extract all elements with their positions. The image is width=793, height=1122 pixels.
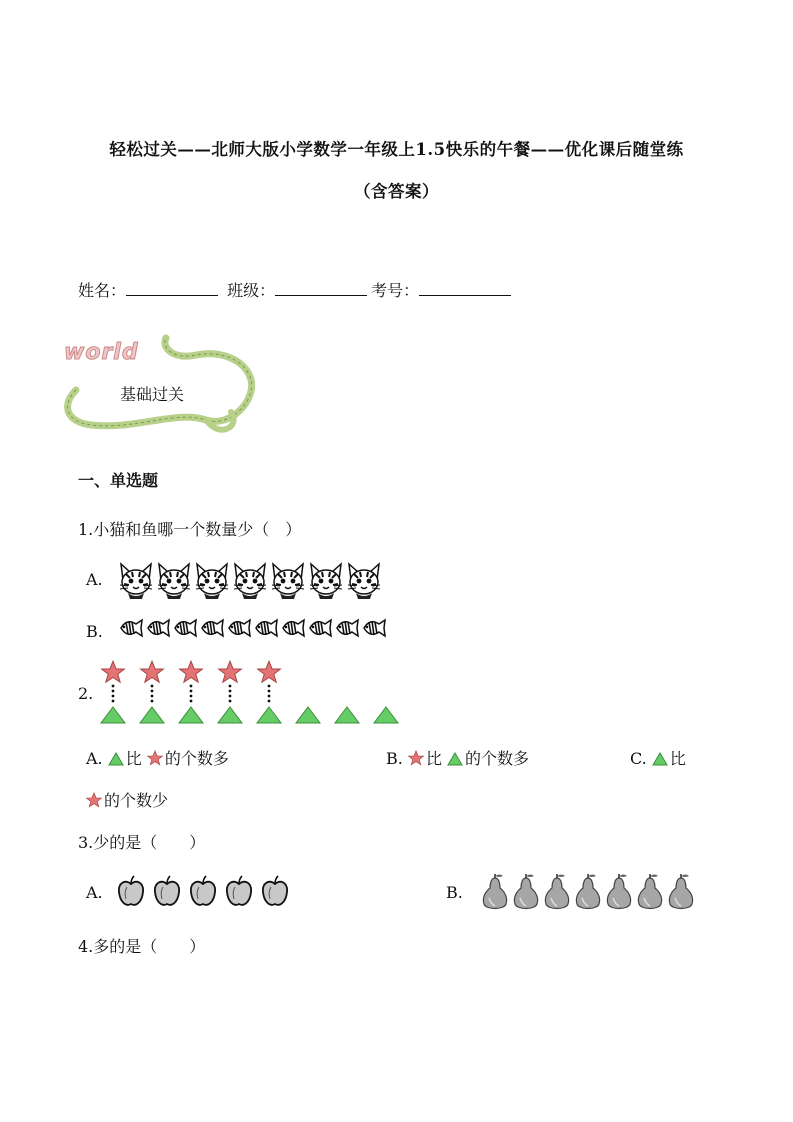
class-blank[interactable] [275, 281, 367, 296]
name-blank[interactable] [126, 281, 218, 296]
dotted-connector [178, 684, 204, 704]
q3-option-b-label[interactable]: B. [446, 883, 463, 902]
cat-icon [308, 560, 344, 600]
triangle-icon [139, 706, 165, 724]
q2-option-b-text-2: 的个数多 [465, 749, 530, 768]
star-icon [147, 750, 163, 770]
triangle-icon [334, 706, 360, 724]
cat-icon [346, 560, 382, 600]
q2-option-b-label: B. [386, 749, 403, 768]
pear-icon [635, 872, 665, 912]
triangle-icon [178, 706, 204, 724]
star-icon [86, 792, 102, 812]
q2-option-a-text-1: 比 [125, 749, 142, 768]
triangle-icon [217, 706, 243, 724]
apple-icon [260, 875, 290, 909]
triangle-icon [652, 751, 668, 770]
pear-icon [604, 872, 634, 912]
triangle-icon [373, 706, 399, 724]
q2-option-a-text-2: 的个数多 [164, 749, 229, 768]
triangle-icon [108, 751, 124, 770]
q1-option-b-label[interactable]: B. [86, 622, 103, 641]
document-title-line2: （含答案） [354, 182, 439, 201]
fish-icon [361, 616, 387, 640]
q2-option-c-continued [86, 788, 168, 812]
dotted-connector [100, 684, 126, 704]
apple-icon [188, 875, 218, 909]
q1-fish-row [118, 616, 388, 640]
triangle-icon [100, 706, 126, 724]
fish-icon [118, 616, 144, 640]
triangle-icon [447, 751, 463, 770]
fish-icon [280, 616, 306, 640]
fish-icon [226, 616, 252, 640]
triangle-icon [256, 706, 282, 724]
q2-option-b-text-1: 比 [425, 749, 442, 768]
cat-icon [194, 560, 230, 600]
cat-icon [156, 560, 192, 600]
section-banner [56, 330, 266, 440]
world-logo-text: world [64, 340, 139, 365]
q2-option-b[interactable] [386, 746, 529, 770]
cat-icon [270, 560, 306, 600]
section-heading: 一、单选题 [78, 471, 159, 490]
q2-option-c-text-1: 比 [669, 749, 686, 768]
star-icon [408, 750, 424, 770]
document-title-line1: 轻松过关——北师大版小学数学一年级上1.5快乐的午餐——优化课后随堂练 [109, 140, 684, 159]
class-label: 班级： [227, 281, 276, 300]
fish-icon [307, 616, 333, 640]
pear-icon [511, 872, 541, 912]
cat-icon [118, 560, 154, 600]
q2-option-c[interactable] [630, 746, 686, 770]
question-4-stem: 4.多的是（ ） [78, 937, 206, 956]
q2-option-c-label: C. [630, 749, 647, 768]
fish-icon [145, 616, 171, 640]
q2-option-c-text-2: 的个数少 [104, 791, 169, 810]
apple-icon [152, 875, 182, 909]
question-3-stem: 3.少的是（ ） [78, 833, 206, 852]
exam-no-label: 考号： [371, 281, 420, 300]
star-icon [100, 660, 126, 684]
pear-icon [542, 872, 572, 912]
triangle-icon [295, 706, 321, 724]
dotted-connector [217, 684, 243, 704]
apple-icon [224, 875, 254, 909]
name-label: 姓名： [78, 281, 127, 300]
q1-cat-row [118, 560, 384, 600]
question-2-number: 2. [78, 684, 94, 703]
pear-icon [480, 872, 510, 912]
cat-icon [232, 560, 268, 600]
q2-connector-row [100, 684, 295, 704]
dotted-connector [139, 684, 165, 704]
exam-no-blank[interactable] [419, 281, 511, 296]
fish-icon [199, 616, 225, 640]
q2-option-a-label: A. [86, 749, 103, 768]
banner-label: 基础过关 [120, 385, 185, 404]
q2-option-a[interactable] [86, 746, 229, 770]
q1-option-a-label[interactable]: A. [86, 570, 103, 589]
fish-icon [172, 616, 198, 640]
q3-option-a-label[interactable]: A. [86, 883, 103, 902]
q3-apple-row [116, 875, 296, 909]
q3-pear-row [480, 872, 697, 912]
star-icon [217, 660, 243, 684]
q2-star-row [100, 660, 295, 684]
fish-icon [334, 616, 360, 640]
q2-triangle-row [100, 706, 412, 724]
fish-icon [253, 616, 279, 640]
pear-icon [666, 872, 696, 912]
star-icon [139, 660, 165, 684]
dotted-connector [256, 684, 282, 704]
student-info-line [78, 278, 515, 301]
question-1-stem: 1.小猫和鱼哪一个数量少（ ） [78, 520, 302, 539]
star-icon [178, 660, 204, 684]
pear-icon [573, 872, 603, 912]
star-icon [256, 660, 282, 684]
apple-icon [116, 875, 146, 909]
